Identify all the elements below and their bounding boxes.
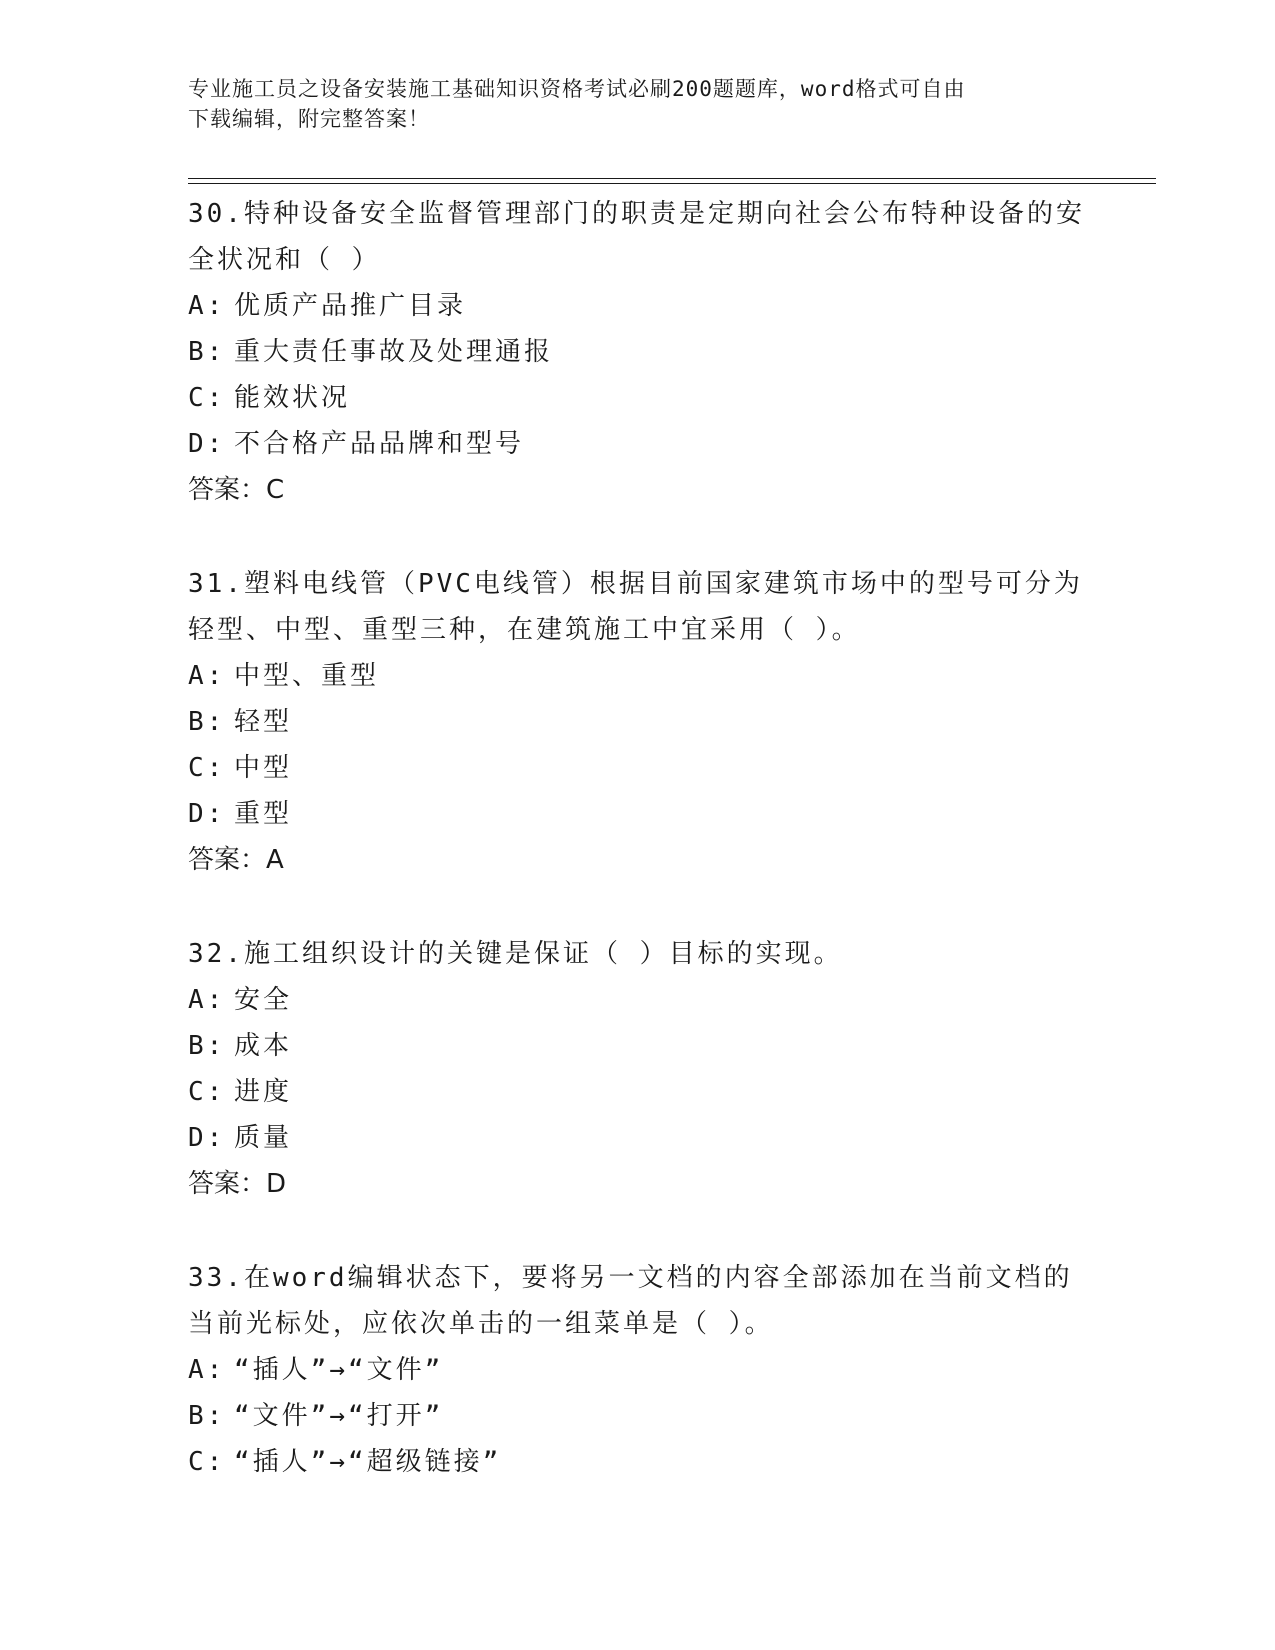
header-divider-top <box>188 178 1156 179</box>
option-b <box>188 699 1088 745</box>
option-text: 中型、重型 <box>234 661 380 691</box>
option-letter: B: <box>188 707 226 737</box>
option-letter: B: <box>188 1401 226 1431</box>
option-text: 不合格产品品牌和型号 <box>234 429 525 459</box>
question-31 <box>188 561 1088 883</box>
option-d <box>188 791 1088 837</box>
option-letter: C: <box>188 1447 226 1477</box>
header-divider-bottom <box>188 183 1156 184</box>
answer-line: 答案：D <box>188 1169 287 1199</box>
question-32 <box>188 931 1088 1207</box>
header-line-2: 下载编辑，附完整答案！ <box>188 107 430 131</box>
question-text-line: 全状况和（ ） <box>188 245 381 275</box>
option-text: 重型 <box>234 799 293 829</box>
option-c <box>188 1069 1088 1115</box>
question-text-line: 30.特种设备安全监督管理部门的职责是定期向社会公布特种设备的安 <box>188 199 1085 229</box>
question-33 <box>188 1255 1088 1485</box>
option-a <box>188 653 1088 699</box>
option-text: 质量 <box>234 1123 293 1153</box>
answer-line: 答案：C <box>188 475 285 505</box>
option-letter: A: <box>188 661 226 691</box>
question-text-line: 当前光标处，应依次单击的一组菜单是（ ）。 <box>188 1309 774 1339</box>
option-letter: A: <box>188 985 226 1015</box>
option-letter: A: <box>188 1355 226 1385</box>
option-letter: D: <box>188 799 226 829</box>
option-text: 中型 <box>234 753 293 783</box>
option-a <box>188 1347 1088 1393</box>
question-list <box>188 191 1088 1533</box>
option-text: 进度 <box>234 1077 293 1107</box>
option-text: 重大责任事故及处理通报 <box>234 337 554 367</box>
question-text-line: 33.在word编辑状态下，要将另一文档的内容全部添加在当前文档的 <box>188 1263 1073 1293</box>
option-text: 优质产品推广目录 <box>234 291 467 321</box>
option-c <box>188 375 1088 421</box>
option-text: 安全 <box>234 985 293 1015</box>
option-c <box>188 1439 1088 1485</box>
option-letter: D: <box>188 1123 226 1153</box>
option-letter: C: <box>188 753 226 783</box>
option-b <box>188 1393 1088 1439</box>
option-letter: C: <box>188 1077 226 1107</box>
option-a <box>188 977 1088 1023</box>
option-letter: B: <box>188 337 226 367</box>
question-text-line: 32.施工组织设计的关键是保证（ ）目标的实现。 <box>188 939 843 969</box>
option-a <box>188 283 1088 329</box>
document-header <box>188 74 1068 134</box>
option-letter: A: <box>188 291 226 321</box>
option-text: “插人”→“超级链接” <box>234 1447 502 1477</box>
option-text: 成本 <box>234 1031 293 1061</box>
option-c <box>188 745 1088 791</box>
option-text: 能效状况 <box>234 383 351 413</box>
question-30 <box>188 191 1088 513</box>
option-letter: C: <box>188 383 226 413</box>
answer-line: 答案：A <box>188 845 284 875</box>
option-text: “文件”→“打开” <box>234 1401 444 1431</box>
option-b <box>188 1023 1088 1069</box>
option-text: “插人”→“文件” <box>234 1355 444 1385</box>
option-letter: D: <box>188 429 226 459</box>
option-b <box>188 329 1088 375</box>
question-text-line: 31.塑料电线管（PVC电线管）根据目前国家建筑市场中的型号可分为 <box>188 569 1083 599</box>
header-line-1: 专业施工员之设备安装施工基础知识资格考试必刷200题题库，word格式可自由 <box>188 77 966 101</box>
option-d <box>188 1115 1088 1161</box>
option-text: 轻型 <box>234 707 293 737</box>
option-letter: B: <box>188 1031 226 1061</box>
question-text-line: 轻型、中型、重型三种，在建筑施工中宜采用（ ）。 <box>188 615 861 645</box>
option-d <box>188 421 1088 467</box>
